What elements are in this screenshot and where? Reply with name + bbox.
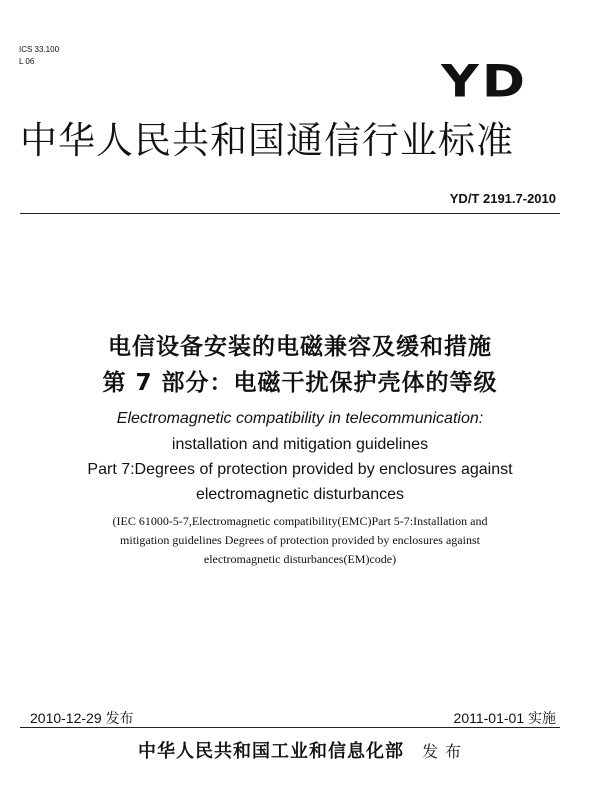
ics-code: ICS 33.100 [19, 45, 60, 54]
iec-reference-line-3: electromagnetic disturbances(EM)code) [203, 552, 397, 566]
issue-date: 2010-12-29 发布 [30, 710, 134, 726]
chinese-title-line-1: 电信设备安装的电磁兼容及缓和措施 [108, 334, 492, 360]
bottom-divider [20, 727, 560, 728]
publish-label: 发 布 [421, 742, 463, 761]
issuer-name: 中华人民共和国工业和信息化部 [137, 741, 404, 762]
english-title-line-4: electromagnetic disturbances [195, 486, 405, 503]
english-title-line-3: Part 7:Degrees of protection provided by enclosures against [87, 461, 513, 478]
classification-codes [19, 44, 59, 68]
standard-number: YD/T 2191.7-2010 [449, 191, 556, 206]
yd-logo: YD [441, 56, 528, 108]
organization-title: 中华人民共和国通信行业标准 [20, 119, 514, 162]
effective-date: 2011-01-01 实施 [453, 710, 556, 726]
ccs-code: L 06 [19, 57, 35, 66]
top-divider [20, 213, 560, 214]
iec-reference-line-2: mitigation guidelines Degrees of protection provided by enclosures against [120, 533, 480, 547]
issuer-line [0, 737, 600, 763]
english-title-line-2: installation and mitigation guidelines [171, 436, 429, 453]
english-title-line-1: Electromagnetic compatibility in telecommunication: [116, 410, 484, 427]
chinese-title-line-2: 第 7 部分：电磁干扰保护壳体的等级 [102, 370, 498, 396]
iec-reference-line-1: (IEC 61000-5-7,Electromagnetic compatibility(EMC)Part 5-7:Installation and [112, 514, 488, 528]
